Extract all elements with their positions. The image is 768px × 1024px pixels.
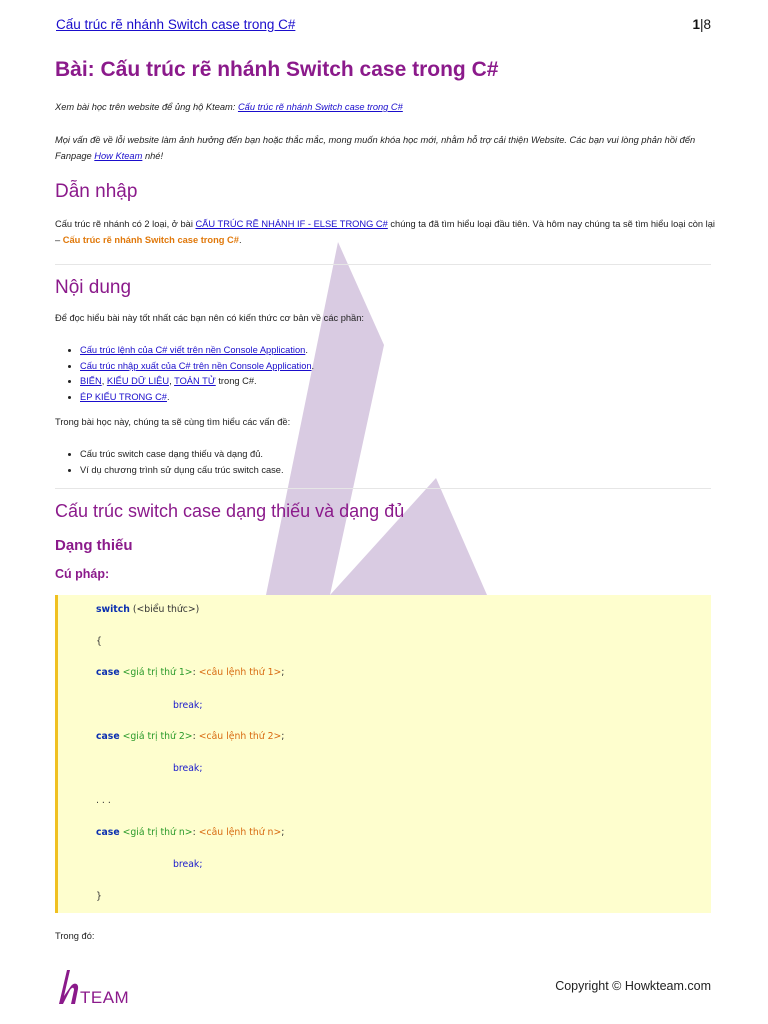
code-line: . . . xyxy=(96,795,111,806)
list-item: • ÉP KIỂU TRONG C#. xyxy=(80,390,314,406)
list-item: • BIẾN, KIỂU DỮ LIỆU, TOÁN TỬ trong C#. xyxy=(80,374,314,390)
feedback-note: Mọi vấn đề về lỗi website làm ảnh hưởng đến bạn hoặc thắc mắc, mong muốn khóa học mới, nhằm hỗ trợ cải thiện Website. Các bạn vui lòng phản hồi đến Fanpage How Kteam nhé! xyxy=(55,135,696,161)
list-item: • Cấu trúc nhập xuất của C# trên nền Console Application. xyxy=(80,359,314,375)
support-link[interactable]: Cấu trúc rẽ nhánh Switch case trong C# xyxy=(237,102,403,112)
code-line: break; xyxy=(173,763,203,774)
divider xyxy=(55,264,711,265)
switch-heading: Cấu trúc switch case dạng thiếu và dạng đủ xyxy=(55,501,405,521)
syntax-label: Cú pháp: xyxy=(55,567,110,581)
intro-paragraph: Cấu trúc rẽ nhánh có 2 loại, ở bài CẤU TRÚC RẼ NHÁNH IF - ELSE TRONG C# chúng ta đã tìm hiểu loại đầu tiên. Và hôm nay chúng ta sẽ tìm hiểu loại còn lại – Cấu trúc rẽ nhánh Switch case trong C#. xyxy=(55,219,715,245)
fanpage-link[interactable]: How Kteam xyxy=(94,151,143,161)
sub-heading: Dạng thiếu xyxy=(55,537,133,554)
code-line: case <giá trị thứ n>: <câu lệnh thứ n>; xyxy=(96,827,285,838)
prereq-link-ep-kieu[interactable]: ÉP KIỂU TRONG C# xyxy=(80,391,167,402)
copyright-text: Copyright © Howkteam.com xyxy=(555,979,711,993)
prereq-link-2[interactable]: Cấu trúc nhập xuất của C# trên nền Console Application xyxy=(80,360,312,371)
after-code-text: Trong đó: xyxy=(55,931,95,941)
divider xyxy=(55,488,711,489)
svg-text:TEAM: TEAM xyxy=(80,988,130,1006)
list-item: • Ví dụ chương trình sử dụng cấu trúc switch case. xyxy=(80,463,284,479)
list-item: • Cấu trúc lệnh của C# viết trên nền Console Application. xyxy=(80,343,314,359)
prereq-link-kieu-du-lieu[interactable]: KIỂU DỮ LIỆU xyxy=(106,376,170,386)
topics-list xyxy=(55,447,284,478)
code-line: } xyxy=(96,891,102,902)
prereq-text: Để đọc hiểu bài này tốt nhất các bạn nên có kiến thức cơ bản về các phần: xyxy=(55,313,364,323)
prereq-list xyxy=(55,343,314,405)
code-block xyxy=(55,595,711,913)
code-line: break; xyxy=(173,859,203,870)
intro-heading: Dẫn nhập xyxy=(55,181,138,202)
prereq-link-bien[interactable]: BIẾN xyxy=(80,376,102,386)
page-title: Bài: Cấu trúc rẽ nhánh Switch case trong C# xyxy=(55,58,499,81)
code-line: switch (<biểu thức>) xyxy=(96,604,200,615)
prereq-link-1[interactable]: Cấu trúc lệnh của C# viết trên nền Console Application xyxy=(80,345,306,355)
page-number: 1|8 xyxy=(692,17,711,32)
intro-highlight: Cấu trúc rẽ nhánh Switch case trong C# xyxy=(62,235,239,245)
content-heading: Nội dung xyxy=(55,277,132,298)
if-else-link[interactable]: CẤU TRÚC RẼ NHÁNH IF - ELSE TRONG C# xyxy=(195,219,388,229)
code-line: break; xyxy=(173,700,203,711)
code-line: case <giá trị thứ 1>: <câu lệnh thứ 1>; xyxy=(96,667,285,678)
kteam-logo-icon xyxy=(55,966,145,1006)
prereq-link-toan-tu[interactable]: TOÁN TỬ xyxy=(174,376,216,386)
code-line: case <giá trị thứ 2>: <câu lệnh thứ 2>; xyxy=(96,731,285,742)
support-note: Xem bài học trên website để ủng hộ Kteam: Cấu trúc rẽ nhánh Switch case trong C# xyxy=(55,102,403,112)
topics-text: Trong bài học này, chúng ta sẽ cùng tìm hiểu các vấn đề: xyxy=(55,417,291,427)
list-item: • Cấu trúc switch case dạng thiếu và dạng đủ. xyxy=(80,447,284,463)
header-doc-link[interactable]: Cấu trúc rẽ nhánh Switch case trong C# xyxy=(56,17,296,32)
code-line: { xyxy=(96,636,102,647)
